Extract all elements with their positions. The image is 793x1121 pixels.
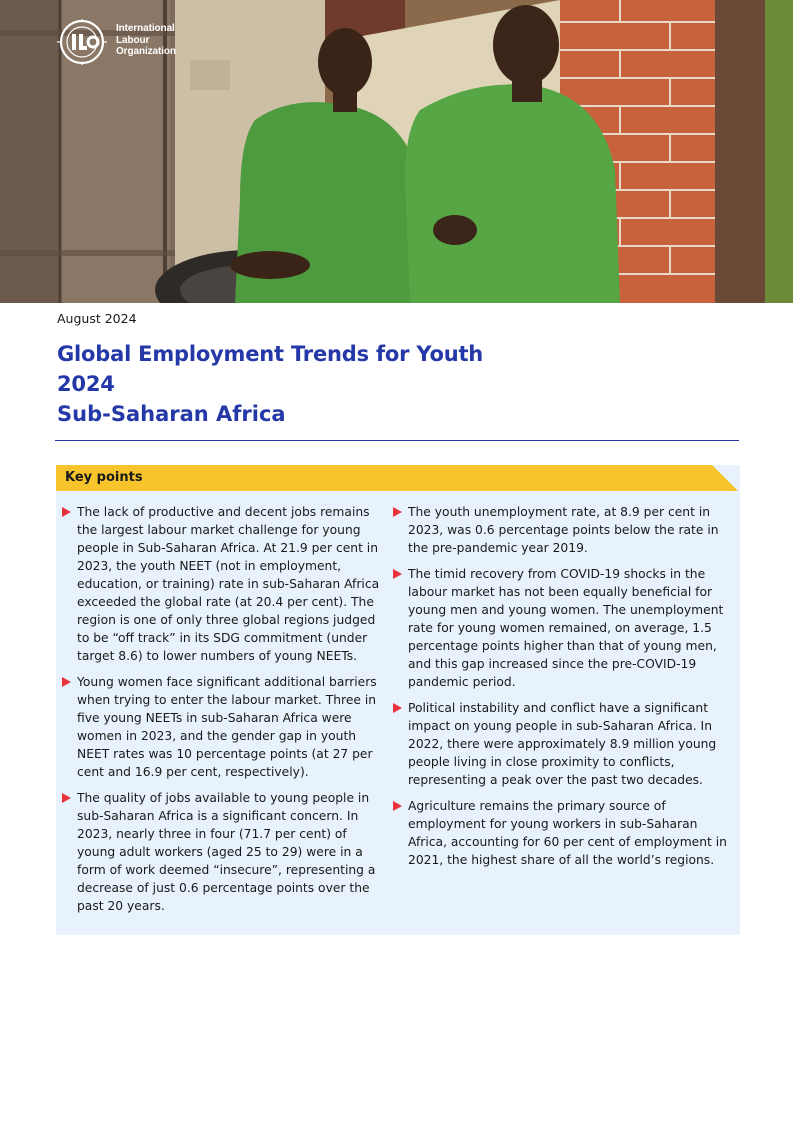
red-triangle-bullet-icon bbox=[393, 801, 402, 811]
key-points-left-column bbox=[62, 503, 388, 923]
ilo-logo bbox=[57, 19, 187, 65]
red-triangle-bullet-icon bbox=[62, 507, 71, 517]
org-name-line-2: Labour bbox=[116, 34, 150, 46]
key-point bbox=[62, 673, 388, 781]
key-point-text: The timid recovery from COVID-19 shocks in the labour market has not been equally beneficial for young men and young women. The unemployment rate for young women remained, on average, 1.5 percentage points higher than that of young men, and this gap increased since the pre-COVID-19 pandemic period. bbox=[408, 567, 724, 689]
page-title-line-1: Global Employment Trends for Youth bbox=[57, 342, 484, 366]
key-point bbox=[62, 503, 388, 665]
key-points-banner bbox=[56, 465, 738, 491]
key-point bbox=[393, 503, 733, 557]
page-title-line-2: 2024 bbox=[57, 372, 115, 396]
red-triangle-bullet-icon bbox=[393, 703, 402, 713]
ilo-globe-logo bbox=[57, 19, 109, 65]
key-points-heading: Key points bbox=[65, 470, 143, 485]
page-title bbox=[57, 339, 497, 399]
ilo-wordmark bbox=[116, 23, 176, 58]
key-point bbox=[393, 565, 733, 691]
key-point-text: The lack of productive and decent jobs remains the largest labour market challenge for young people in Sub-Saharan Africa. At 21.9 per cent in 2023, the youth NEET (not in employment, education, or training) rate in sub-Saharan Africa exceeded the global rate (at 20.4 per cent). The region is one of only three global regions judged to be “off track” in its SDG commitment (under target 8.6) to lower numbers of young NEETs. bbox=[77, 505, 380, 663]
org-name-line-3: Organization bbox=[116, 46, 176, 57]
key-point bbox=[393, 699, 733, 789]
org-name-line-1: International bbox=[116, 23, 175, 34]
key-point-text: Young women face significant additional barriers when trying to enter the labour market. Three in five young NEETs in sub-Saharan Africa were women in 2023, and the gender gap in youth NEET rates was 10 percentage points (at 27 per cent and 16.9 per cent, respectively). bbox=[77, 675, 377, 779]
key-point-text: The quality of jobs available to young people in sub-Saharan Africa is a significant concern. In 2023, nearly three in four (71.7 per cent) of young adult workers (aged 25 to 29) were in a form of work deemed “insecure”, representing a decrease of just 0.6 percentage points over the past 20 years. bbox=[77, 791, 376, 913]
hero-photo bbox=[0, 0, 793, 303]
header-divider bbox=[55, 440, 739, 441]
red-triangle-bullet-icon bbox=[393, 507, 402, 517]
key-point bbox=[393, 797, 733, 869]
red-triangle-bullet-icon bbox=[393, 569, 402, 579]
key-point bbox=[62, 789, 388, 915]
red-triangle-bullet-icon bbox=[62, 793, 71, 803]
key-point-text: Agriculture remains the primary source of employment for young workers in sub-Saharan Africa, accounting for 60 per cent of employment in 2021, the highest share of all the world’s regions. bbox=[408, 799, 727, 867]
key-points-right-column bbox=[393, 503, 733, 877]
key-point-text: Political instability and conflict have a significant impact on young people in sub-Saharan Africa. In 2022, there were approximately 8.9 million young people living in close proximity to conflicts, representing a peak over the past two decades. bbox=[408, 701, 717, 787]
publication-date: August 2024 bbox=[57, 311, 137, 326]
page-subtitle: Sub-Saharan Africa bbox=[57, 402, 286, 426]
key-point-text: The youth unemployment rate, at 8.9 per cent in 2023, was 0.6 percentage points below the rate in the pre-pandemic year 2019. bbox=[408, 505, 719, 555]
red-triangle-bullet-icon bbox=[62, 677, 71, 687]
